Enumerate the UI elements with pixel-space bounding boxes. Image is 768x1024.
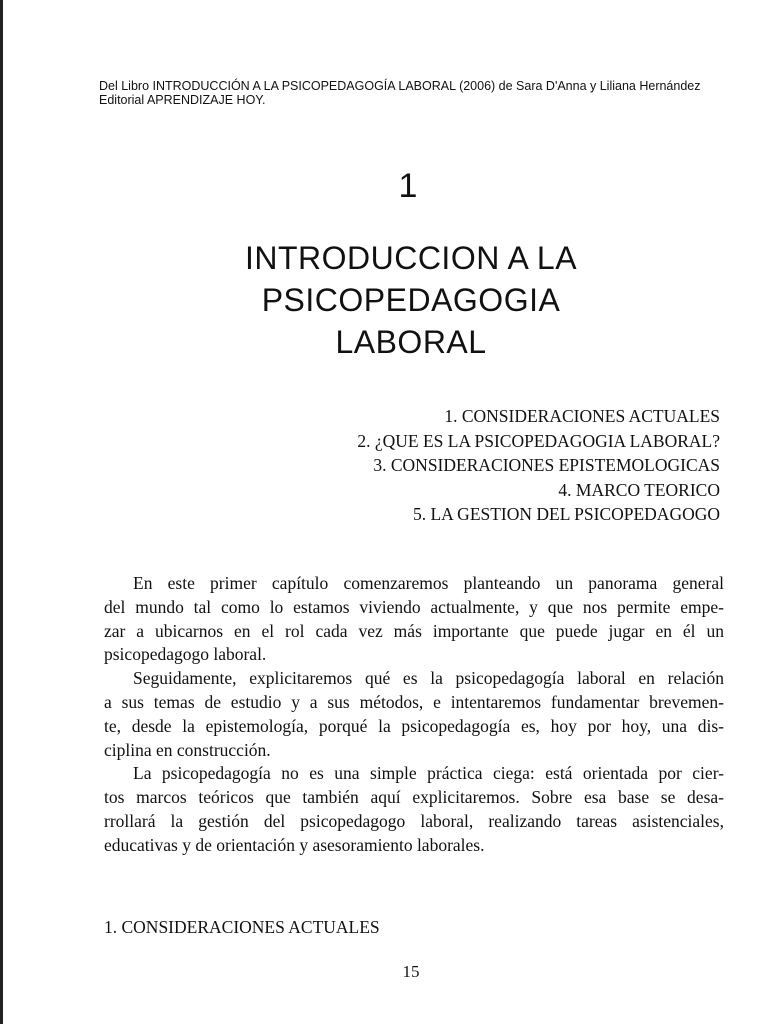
contents-item: 5. LA GESTION DEL PSICOPEDAGOGO <box>412 504 720 524</box>
chapter-title-line: PSICOPEDAGOGIA <box>261 282 561 318</box>
text-line: En este primer capítulo comenzaremos planteando un panorama general <box>133 573 724 593</box>
contents-item: 1. CONSIDERACIONES ACTUALES <box>444 406 720 426</box>
paragraph <box>104 762 724 857</box>
contents-item: 3. CONSIDERACIONES EPISTEMOLOGICAS <box>373 455 720 475</box>
text-line: ciplina en construcción. <box>104 739 271 760</box>
body-text <box>104 572 724 858</box>
section-heading: 1. CONSIDERACIONES ACTUALES <box>104 917 380 937</box>
text-line: te, desde la epistemología, porqué la psicopedagogía es, hoy por hoy, una dis- <box>104 715 724 736</box>
text-line: Seguidamente, explicitaremos qué es la psicopedagogía laboral en relación <box>133 668 724 689</box>
text-line: tos marcos teóricos que también aquí explicitaremos. Sobre esa base se desa- <box>104 787 724 808</box>
text-line: educativas y de orientación y asesoramiento laborales. <box>104 834 485 855</box>
chapter-title-line: INTRODUCCION A LA <box>244 240 578 276</box>
chapter-title-line: LABORAL <box>335 324 487 360</box>
text-line: La psicopedagogía no es una simple práctica ciega: está orientada por cier- <box>133 763 724 784</box>
contents-item: 4. MARCO TEORICO <box>558 479 720 500</box>
text-line: psicopedagogo laboral. <box>104 644 267 665</box>
source-note <box>99 79 719 107</box>
source-note-line: Editorial APRENDIZAJE HOY. <box>99 93 266 107</box>
page-number: 15 <box>402 962 420 981</box>
text-line: zar a ubicarnos en el rol cada vez más importante que puede jugar en él un <box>104 620 724 641</box>
paragraph <box>104 572 724 667</box>
source-note-line: Del Libro INTRODUCCIÓN A LA PSICOPEDAGOGÍA LABORAL (2006) de Sara D'Anna y Liliana Hernández <box>99 79 701 93</box>
chapter-contents-list <box>357 404 720 527</box>
contents-item: 2. ¿QUE ES LA PSICOPEDAGOGIA LABORAL? <box>357 430 720 451</box>
text-line: a sus temas de estudio y a sus métodos, e intentaremos fundamentar brevemen- <box>104 691 724 712</box>
paragraph <box>104 667 724 762</box>
text-line: del mundo tal como lo estamos viviendo actualmente, y que nos permite empe- <box>104 596 724 617</box>
chapter-number: 1 <box>398 167 418 205</box>
text-line: rrollará la gestión del psicopedagogo laboral, realizando tareas asistenciales, <box>104 810 724 831</box>
chapter-title <box>3 237 768 363</box>
